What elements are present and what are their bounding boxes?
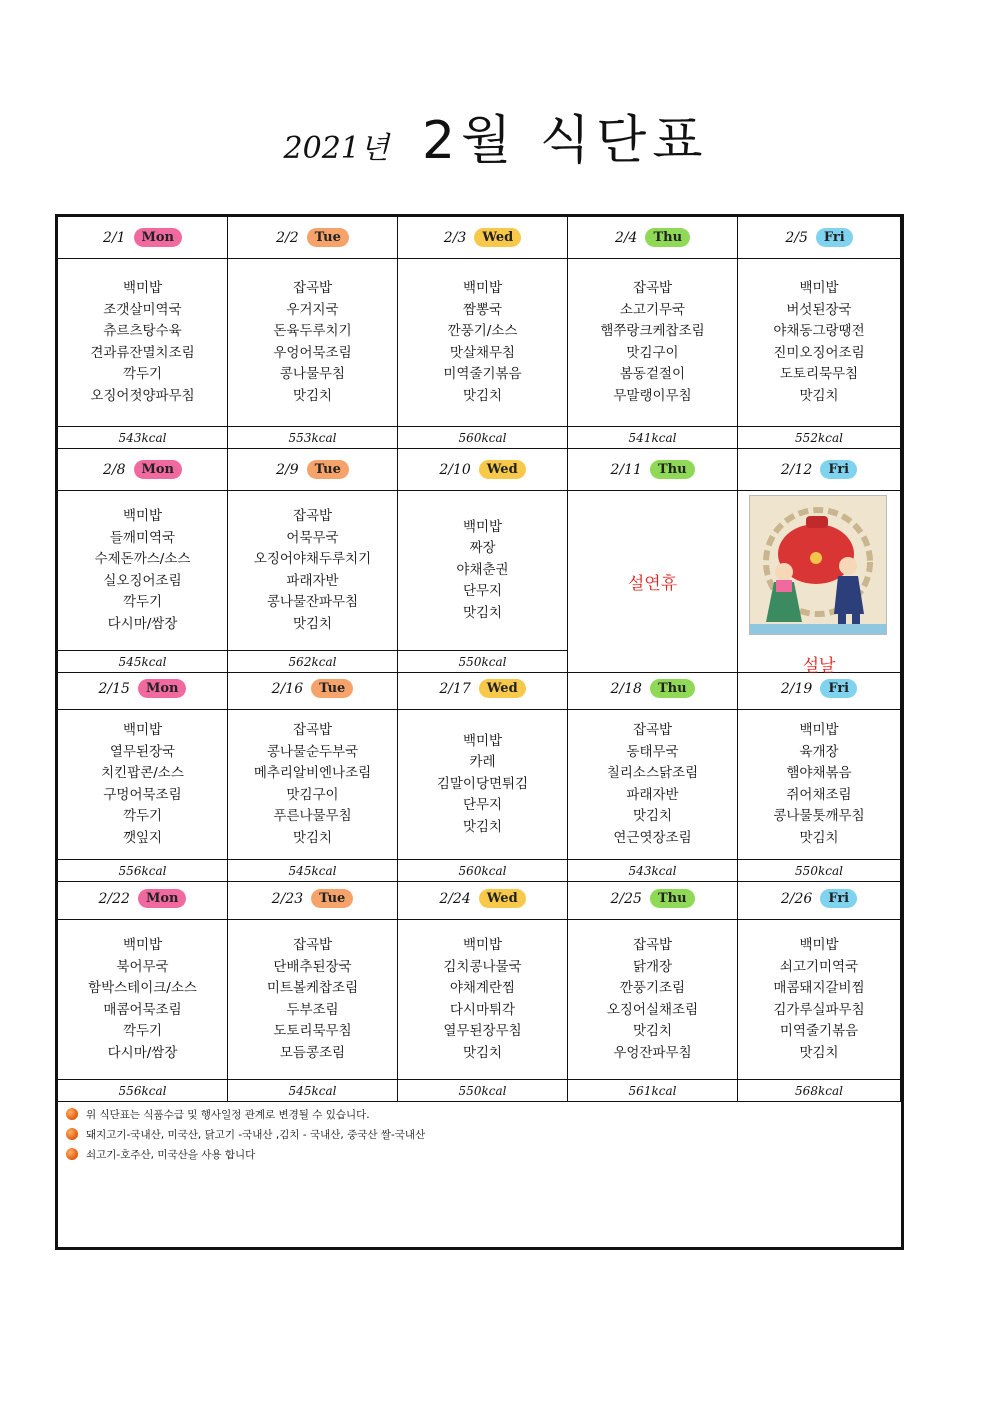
- menu-item: 백미밥: [799, 937, 839, 953]
- menu-item: 두부조림: [286, 1001, 339, 1018]
- menu-item: 깐풍기/소스: [447, 323, 518, 339]
- weekday-badge: Thu: [645, 228, 690, 247]
- menu-cell: [738, 259, 901, 427]
- menu-item: 동태무국: [626, 743, 679, 760]
- day-header: [398, 878, 568, 920]
- day-date: 2/18: [610, 680, 642, 697]
- day-date: 2/8: [102, 461, 126, 478]
- holiday-cell: [738, 491, 901, 676]
- menu-item: 맛김치: [292, 615, 333, 632]
- weekday-badge: Fri: [820, 889, 857, 908]
- day-date: 2/2: [276, 229, 299, 246]
- weekday-badge: Fri: [820, 460, 857, 479]
- kcal-value: 560kcal: [398, 427, 568, 449]
- menu-item: 깍두기: [122, 366, 163, 382]
- note-text: 쇠고기-호주산, 미국산을 사용 합니다: [86, 1148, 256, 1161]
- menu-item: 실오징어조림: [103, 572, 182, 589]
- menu-item: 치킨팝콘/소스: [101, 765, 184, 781]
- day-date: 2/9: [276, 461, 299, 478]
- weekday-badge: Mon: [134, 460, 183, 479]
- holiday-label: 설날: [802, 656, 836, 676]
- day-header: [738, 878, 901, 920]
- menu-item: 돈육두루치기: [273, 323, 352, 339]
- weekday-badge: Wed: [479, 889, 526, 908]
- menu-item: 다시마/쌈장: [107, 615, 178, 632]
- menu-item: 백미밥: [122, 722, 163, 738]
- menu-item: 깍두기: [122, 808, 163, 824]
- menu-item: 미역줄기볶음: [443, 366, 522, 382]
- menu-cell: [398, 920, 568, 1080]
- menu-item: 짜장: [469, 540, 496, 557]
- menu-cell: [228, 491, 398, 651]
- menu-cell: [398, 491, 568, 651]
- menu-item: 햄야채볶음: [786, 765, 852, 781]
- menu-item: 야채계란찜: [449, 980, 516, 996]
- kcal-value: 561kcal: [568, 1080, 738, 1102]
- menu-cell: [398, 710, 568, 860]
- day-header: [568, 449, 738, 491]
- kcal-value: 550kcal: [398, 1080, 568, 1102]
- menu-item: 김말이당면튀김: [436, 775, 529, 792]
- kcal-value: 545kcal: [228, 860, 398, 882]
- day-date: 2/5: [785, 229, 808, 246]
- menu-item: 맛김치: [292, 829, 333, 846]
- menu-item: 카레: [469, 754, 496, 771]
- page-title: [0, 98, 992, 178]
- menu-cell: [58, 259, 228, 427]
- note-text: 위 식단표는 식품수급 및 행사일정 관계로 변경될 수 있습니다.: [86, 1108, 370, 1121]
- menu-item: 맛살채무침: [449, 344, 516, 361]
- day-header: [568, 668, 738, 710]
- weekday-badge: Tue: [307, 228, 349, 247]
- orange-bullet-icon: [66, 1148, 78, 1160]
- menu-item: 도토리묵무침: [273, 1023, 352, 1039]
- day-header: [568, 878, 738, 920]
- kcal-value: 541kcal: [568, 427, 738, 449]
- menu-item: 잡곡밥: [292, 508, 333, 524]
- seollal-illustration: [749, 495, 887, 635]
- menu-item: 맛김치: [462, 604, 503, 621]
- day-date: 2/11: [610, 461, 642, 478]
- menu-item: 매콤돼지갈비찜: [773, 980, 865, 996]
- note-line: [66, 1144, 886, 1164]
- day-date: 2/25: [610, 890, 642, 907]
- kcal-value: 556kcal: [58, 860, 228, 882]
- menu-item: 백미밥: [799, 280, 839, 296]
- menu-item: 무말랭이무침: [613, 387, 692, 404]
- menu-item: 잡곡밥: [292, 280, 333, 296]
- menu-item: 단무지: [462, 583, 503, 600]
- menu-item: 도토리묵무침: [779, 366, 859, 382]
- day-header: [58, 217, 228, 259]
- menu-item: 열무된장무침: [443, 1023, 522, 1039]
- menu-item: 맛김치: [462, 818, 503, 835]
- menu-item: 잡곡밥: [292, 722, 333, 738]
- kcal-value: 543kcal: [58, 427, 228, 449]
- menu-item: 잡곡밥: [632, 937, 673, 953]
- day-header: [228, 668, 398, 710]
- weekday-badge: Wed: [474, 228, 521, 247]
- menu-item: 함박스테이크/소스: [88, 980, 197, 996]
- day-header: [738, 217, 901, 259]
- orange-bullet-icon: [66, 1108, 78, 1120]
- menu-item: 백미밥: [462, 280, 503, 296]
- menu-item: 깍두기: [122, 1023, 163, 1039]
- kcal-value: 568kcal: [738, 1080, 901, 1102]
- weekday-badge: Thu: [650, 679, 695, 698]
- day-header: [738, 449, 901, 491]
- menu-item: 햄쭈랑크케찹조림: [600, 323, 705, 339]
- day-date: 2/12: [780, 461, 813, 478]
- menu-cell: [58, 920, 228, 1080]
- menu-item: 맛김치: [799, 1044, 839, 1061]
- menu-item: 우엉어묵조림: [273, 344, 352, 361]
- menu-item: 오징어젓양파무침: [90, 387, 195, 404]
- weekday-badge: Thu: [650, 889, 695, 908]
- day-date: 2/10: [439, 461, 471, 478]
- day-header: [58, 878, 228, 920]
- menu-item: 짬뽕국: [462, 301, 503, 318]
- kcal-value: 550kcal: [738, 860, 901, 882]
- menu-item: 김가루실파무침: [773, 1001, 865, 1018]
- menu-item: 파래자반: [286, 572, 339, 589]
- menu-item: 구멍어묵조림: [103, 786, 182, 803]
- note-line: [66, 1104, 886, 1124]
- menu-item: 맛김치: [799, 387, 839, 404]
- weekday-badge: Tue: [311, 889, 353, 908]
- day-date: 2/26: [780, 890, 813, 907]
- menu-item: 연근엿장조림: [613, 829, 692, 846]
- menu-cell: [398, 259, 568, 427]
- menu-item: 단무지: [462, 797, 503, 814]
- menu-item: 쇠고기미역국: [779, 958, 859, 975]
- menu-item: 콩나물무침: [279, 366, 346, 382]
- menu-item: 콩나물잔파무침: [266, 594, 359, 610]
- menu-cell: [568, 710, 738, 860]
- menu-item: 맛김치: [632, 1023, 673, 1039]
- kcal-value: 553kcal: [228, 427, 398, 449]
- kcal-value: 545kcal: [228, 1080, 398, 1102]
- day-date: 2/4: [614, 229, 638, 246]
- weekday-badge: Fri: [816, 228, 853, 247]
- weekday-badge: Thu: [650, 460, 695, 479]
- menu-item: 견과류잔멸치조림: [90, 344, 195, 361]
- menu-cell: [568, 259, 738, 427]
- day-date: 2/16: [271, 680, 304, 697]
- menu-item: 김치콩나물국: [443, 958, 522, 975]
- menu-item: 백미밥: [122, 280, 163, 296]
- menu-cell: [228, 710, 398, 860]
- menu-item: 다시마튀각: [449, 1001, 516, 1018]
- day-date: 2/17: [439, 680, 471, 697]
- weekday-badge: Wed: [479, 679, 526, 698]
- menu-item: 야채동그랑땡전: [773, 323, 865, 339]
- menu-item: 츄르츠탕수육: [103, 323, 182, 339]
- menu-item: 매콤어묵조림: [103, 1001, 182, 1018]
- kcal-value: 560kcal: [398, 860, 568, 882]
- menu-cell: [738, 710, 901, 860]
- note-line: [66, 1124, 886, 1144]
- kcal-value: 550kcal: [398, 651, 568, 673]
- day-date: 2/24: [439, 890, 471, 907]
- menu-item: 맛김치: [632, 808, 673, 824]
- menu-item: 어묵무국: [286, 529, 339, 546]
- menu-item: 칠리소스닭조림: [606, 765, 699, 781]
- title-year: 2021년: [283, 131, 389, 166]
- day-date: 2/1: [102, 229, 126, 246]
- kcal-value: 562kcal: [228, 651, 398, 673]
- day-date: 2/22: [98, 890, 130, 907]
- menu-item: 백미밥: [122, 937, 163, 953]
- day-date: 2/23: [271, 890, 304, 907]
- menu-item: 깍두기: [122, 594, 163, 610]
- menu-table: [55, 214, 904, 1250]
- menu-item: 우엉잔파무침: [613, 1044, 692, 1061]
- day-header: [58, 668, 228, 710]
- menu-item: 열무된장국: [109, 743, 176, 760]
- menu-item: 다시마/쌈장: [107, 1044, 178, 1061]
- day-header: [568, 217, 738, 259]
- title-main: 2월 식단표: [421, 111, 709, 171]
- menu-cell: [568, 920, 738, 1080]
- weekday-badge: Mon: [134, 228, 183, 247]
- menu-item: 백미밥: [799, 722, 839, 738]
- weekday-badge: Mon: [138, 679, 187, 698]
- menu-item: 버섯된장국: [786, 301, 852, 318]
- menu-item: 백미밥: [462, 732, 503, 749]
- menu-item: 백미밥: [462, 518, 503, 535]
- menu-item: 쥐어채조림: [786, 786, 852, 803]
- orange-bullet-icon: [66, 1128, 78, 1140]
- menu-item: 미역줄기볶음: [779, 1023, 859, 1039]
- day-header: [398, 449, 568, 491]
- holiday-label: 설연휴: [627, 574, 678, 594]
- menu-item: 오징어야채두루치기: [253, 551, 372, 567]
- menu-item: 닭개장: [632, 958, 673, 975]
- menu-item: 오징어실채조림: [606, 1001, 699, 1018]
- day-header: [398, 668, 568, 710]
- menu-item: 맛김치: [462, 387, 503, 404]
- day-date: 2/19: [780, 680, 813, 697]
- menu-item: 우거지국: [286, 301, 339, 318]
- menu-item: 육개장: [799, 743, 839, 760]
- menu-item: 맛김치: [292, 387, 333, 404]
- kcal-value: 543kcal: [568, 860, 738, 882]
- note-text: 돼지고기-국내산, 미국산, 닭고기 -국내산 ,김치 - 국내산, 중국산 쌀-국내산: [86, 1128, 426, 1141]
- menu-item: 북어무국: [116, 958, 169, 975]
- menu-item: 백미밥: [462, 937, 503, 953]
- menu-item: 메추리알비엔나조림: [253, 765, 372, 781]
- menu-cell: [58, 710, 228, 860]
- menu-item: 맛김구이: [626, 344, 679, 361]
- menu-item: 모듬콩조림: [279, 1044, 346, 1061]
- menu-item: 잡곡밥: [632, 722, 673, 738]
- day-date: 2/15: [98, 680, 130, 697]
- menu-item: 파래자반: [626, 786, 679, 803]
- day-header: [228, 878, 398, 920]
- menu-cell: [228, 920, 398, 1080]
- menu-item: 진미오징어조림: [773, 344, 865, 361]
- menu-item: 백미밥: [122, 508, 163, 524]
- weekday-badge: Mon: [138, 889, 187, 908]
- menu-item: 들깨미역국: [109, 529, 176, 546]
- weekday-badge: Fri: [820, 679, 857, 698]
- menu-item: 단배추된장국: [273, 958, 352, 975]
- menu-cell: [58, 491, 228, 651]
- menu-item: 깐풍기조림: [619, 980, 686, 996]
- menu-item: 조갯살미역국: [103, 301, 182, 318]
- menu-item: 맛김구이: [286, 786, 339, 803]
- menu-cell: [228, 259, 398, 427]
- menu-item: 미트볼케찹조림: [266, 980, 359, 996]
- menu-cell: [738, 920, 901, 1080]
- day-header: [398, 217, 568, 259]
- menu-item: 야채춘권: [456, 561, 509, 578]
- menu-item: 맛김치: [799, 829, 839, 846]
- day-header: [58, 449, 228, 491]
- kcal-value: 545kcal: [58, 651, 228, 673]
- day-date: 2/3: [443, 229, 467, 246]
- weekday-badge: Tue: [311, 679, 353, 698]
- day-header: [228, 217, 398, 259]
- menu-item: 봄동겉절이: [619, 366, 686, 382]
- kcal-value: 556kcal: [58, 1080, 228, 1102]
- menu-item: 잡곡밥: [632, 280, 673, 296]
- notes-section: [66, 1104, 886, 1164]
- menu-item: 깻잎지: [122, 829, 163, 846]
- holiday-cell: [568, 491, 738, 673]
- menu-item: 잡곡밥: [292, 937, 333, 953]
- weekday-badge: Wed: [479, 460, 526, 479]
- day-header: [228, 449, 398, 491]
- kcal-value: 552kcal: [738, 427, 901, 449]
- weekday-badge: Tue: [307, 460, 349, 479]
- menu-item: 콩나물순두부국: [266, 743, 359, 760]
- menu-item: 수제돈까스/소스: [94, 551, 191, 567]
- menu-item: 푸른나물무침: [273, 808, 352, 824]
- menu-item: 콩나물톳깨무침: [773, 808, 865, 824]
- menu-item: 맛김치: [462, 1044, 503, 1061]
- menu-item: 소고기무국: [619, 301, 686, 318]
- day-header: [738, 668, 901, 710]
